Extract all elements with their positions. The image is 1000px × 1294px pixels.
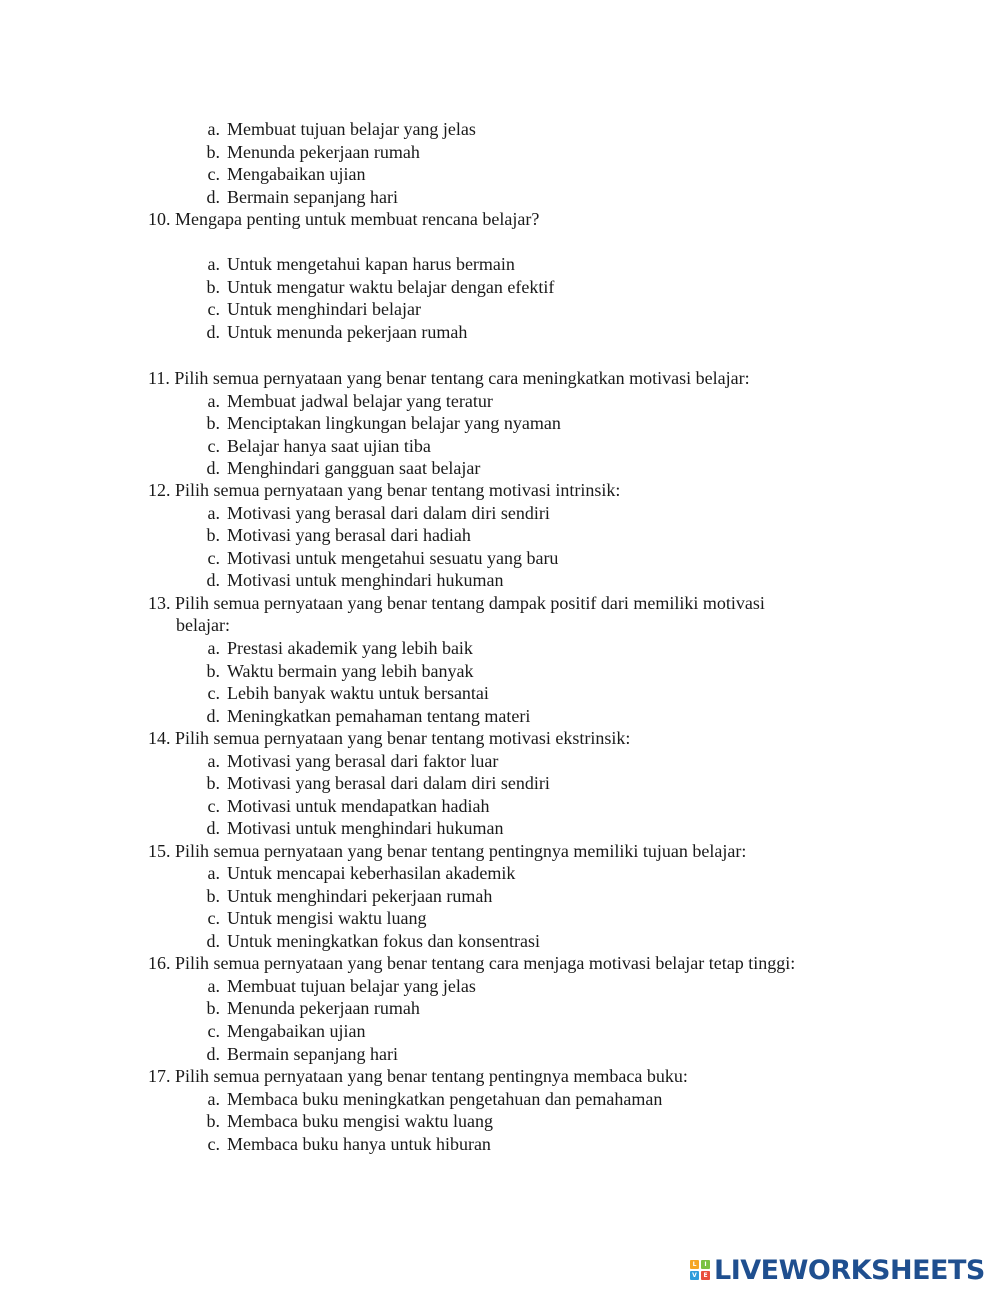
answer-option xyxy=(192,502,892,524)
answer-option xyxy=(192,321,892,343)
question-continuation: belajar: xyxy=(176,615,230,635)
option-text: Bermain sepanjang hari xyxy=(227,187,398,207)
question-text: 17. Pilih semua pernyataan yang benar tentang pentingnya membaca buku: xyxy=(148,1066,688,1086)
answer-option xyxy=(192,682,892,704)
option-text: Untuk meningkatkan fokus dan konsentrasi xyxy=(227,931,540,951)
option-text: Motivasi untuk menghindari hukuman xyxy=(227,570,504,590)
answer-option xyxy=(192,1133,892,1155)
question-text: 13. Pilih semua pernyataan yang benar tentang dampak positif dari memiliki motivasi xyxy=(148,593,765,613)
option-letter: c. xyxy=(207,436,220,456)
option-text: Motivasi yang berasal dari faktor luar xyxy=(227,751,499,771)
answer-option xyxy=(192,390,892,412)
answer-option xyxy=(192,186,892,208)
answer-option xyxy=(192,163,892,185)
option-letter: d. xyxy=(206,187,220,207)
logo-icon-tile: E xyxy=(701,1271,710,1280)
logo-icon-tile: I xyxy=(701,1260,710,1269)
option-text: Membaca buku mengisi waktu luang xyxy=(227,1111,493,1131)
option-text: Mengabaikan ujian xyxy=(227,164,366,184)
option-letter: d. xyxy=(206,322,220,342)
option-letter: a. xyxy=(207,863,220,883)
question-text: 15. Pilih semua pernyataan yang benar tentang pentingnya memiliki tujuan belajar: xyxy=(148,841,747,861)
answer-option xyxy=(192,569,892,591)
option-text: Motivasi yang berasal dari hadiah xyxy=(227,525,471,545)
option-letter: b. xyxy=(206,525,220,545)
option-letter: a. xyxy=(207,254,220,274)
option-text: Untuk menghindari pekerjaan rumah xyxy=(227,886,493,906)
answer-option xyxy=(192,1043,892,1065)
option-text: Membaca buku hanya untuk hiburan xyxy=(227,1134,491,1154)
answer-option xyxy=(192,705,892,727)
option-letter: b. xyxy=(206,886,220,906)
option-letter: d. xyxy=(206,818,220,838)
option-text: Untuk menghindari belajar xyxy=(227,299,421,319)
option-text: Membuat tujuan belajar yang jelas xyxy=(227,119,476,139)
option-text: Membuat jadwal belajar yang teratur xyxy=(227,391,493,411)
option-text: Menghindari gangguan saat belajar xyxy=(227,458,481,478)
option-letter: c. xyxy=(207,548,220,568)
question-text: 16. Pilih semua pernyataan yang benar tentang cara menjaga motivasi belajar tetap tinggi: xyxy=(148,953,796,973)
question-text: 12. Pilih semua pernyataan yang benar tentang motivasi intrinsik: xyxy=(148,480,621,500)
option-letter: a. xyxy=(207,1089,220,1109)
option-text: Meningkatkan pemahaman tentang materi xyxy=(227,706,531,726)
question-text: 14. Pilih semua pernyataan yang benar tentang motivasi ekstrinsik: xyxy=(148,728,631,748)
answer-option xyxy=(192,547,892,569)
option-letter: a. xyxy=(207,638,220,658)
answer-option xyxy=(192,750,892,772)
option-letter: c. xyxy=(207,1021,220,1041)
liveworksheets-logo xyxy=(690,1254,985,1286)
option-letter: b. xyxy=(206,773,220,793)
option-letter: a. xyxy=(207,503,220,523)
answer-option xyxy=(192,435,892,457)
option-text: Menciptakan lingkungan belajar yang nyaman xyxy=(227,413,561,433)
option-letter: d. xyxy=(206,570,220,590)
logo-text: LIVEWORKSHEETS xyxy=(714,1254,985,1286)
logo-icon-tile: V xyxy=(690,1271,699,1280)
answer-option xyxy=(192,930,892,952)
option-letter: a. xyxy=(207,391,220,411)
option-letter: b. xyxy=(206,998,220,1018)
question-text: 10. Mengapa penting untuk membuat rencana belajar? xyxy=(148,209,540,229)
option-text: Motivasi untuk menghindari hukuman xyxy=(227,818,504,838)
answer-option xyxy=(192,457,892,479)
option-text: Membaca buku meningkatkan pengetahuan dan pemahaman xyxy=(227,1089,663,1109)
option-letter: c. xyxy=(207,796,220,816)
option-letter: b. xyxy=(206,142,220,162)
option-text: Menunda pekerjaan rumah xyxy=(227,142,420,162)
answer-option xyxy=(192,660,892,682)
option-letter: a. xyxy=(207,119,220,139)
answer-option xyxy=(192,885,892,907)
answer-option xyxy=(192,975,892,997)
answer-option xyxy=(192,141,892,163)
answer-option xyxy=(192,524,892,546)
option-letter: a. xyxy=(207,976,220,996)
option-text: Waktu bermain yang lebih banyak xyxy=(227,661,474,681)
answer-option xyxy=(192,1110,892,1132)
option-text: Menunda pekerjaan rumah xyxy=(227,998,420,1018)
option-letter: c. xyxy=(207,683,220,703)
option-text: Motivasi yang berasal dari dalam diri sendiri xyxy=(227,503,550,523)
question-text: 11. Pilih semua pernyataan yang benar tentang cara meningkatkan motivasi belajar: xyxy=(148,368,750,388)
option-letter: d. xyxy=(206,706,220,726)
option-text: Bermain sepanjang hari xyxy=(227,1044,398,1064)
option-text: Untuk mengatur waktu belajar dengan efektif xyxy=(227,277,555,297)
option-letter: d. xyxy=(206,1044,220,1064)
option-letter: b. xyxy=(206,413,220,433)
answer-option xyxy=(192,907,892,929)
option-letter: b. xyxy=(206,661,220,681)
answer-option xyxy=(192,412,892,434)
logo-icon xyxy=(690,1260,710,1280)
answer-option xyxy=(192,118,892,140)
option-letter: c. xyxy=(207,164,220,184)
option-text: Mengabaikan ujian xyxy=(227,1021,366,1041)
answer-option xyxy=(192,795,892,817)
option-text: Motivasi untuk mengetahui sesuatu yang baru xyxy=(227,548,559,568)
logo-icon-tile: L xyxy=(690,1260,699,1269)
answer-option xyxy=(192,298,892,320)
answer-option xyxy=(192,817,892,839)
option-text: Prestasi akademik yang lebih baik xyxy=(227,638,473,658)
option-text: Lebih banyak waktu untuk bersantai xyxy=(227,683,489,703)
answer-option xyxy=(192,772,892,794)
answer-option xyxy=(192,862,892,884)
option-text: Motivasi untuk mendapatkan hadiah xyxy=(227,796,490,816)
option-letter: c. xyxy=(207,299,220,319)
answer-option xyxy=(192,1088,892,1110)
option-text: Untuk mencapai keberhasilan akademik xyxy=(227,863,516,883)
answer-option xyxy=(192,1020,892,1042)
answer-option xyxy=(192,253,892,275)
option-letter: a. xyxy=(207,751,220,771)
option-text: Untuk mengisi waktu luang xyxy=(227,908,427,928)
option-text: Untuk menunda pekerjaan rumah xyxy=(227,322,468,342)
answer-option xyxy=(192,997,892,1019)
option-letter: d. xyxy=(206,458,220,478)
option-letter: c. xyxy=(207,908,220,928)
answer-option xyxy=(192,637,892,659)
option-letter: d. xyxy=(206,931,220,951)
option-letter: b. xyxy=(206,1111,220,1131)
option-letter: c. xyxy=(207,1134,220,1154)
option-text: Untuk mengetahui kapan harus bermain xyxy=(227,254,515,274)
answer-option xyxy=(192,276,892,298)
option-text: Membuat tujuan belajar yang jelas xyxy=(227,976,476,996)
option-letter: b. xyxy=(206,277,220,297)
option-text: Belajar hanya saat ujian tiba xyxy=(227,436,431,456)
option-text: Motivasi yang berasal dari dalam diri sendiri xyxy=(227,773,550,793)
